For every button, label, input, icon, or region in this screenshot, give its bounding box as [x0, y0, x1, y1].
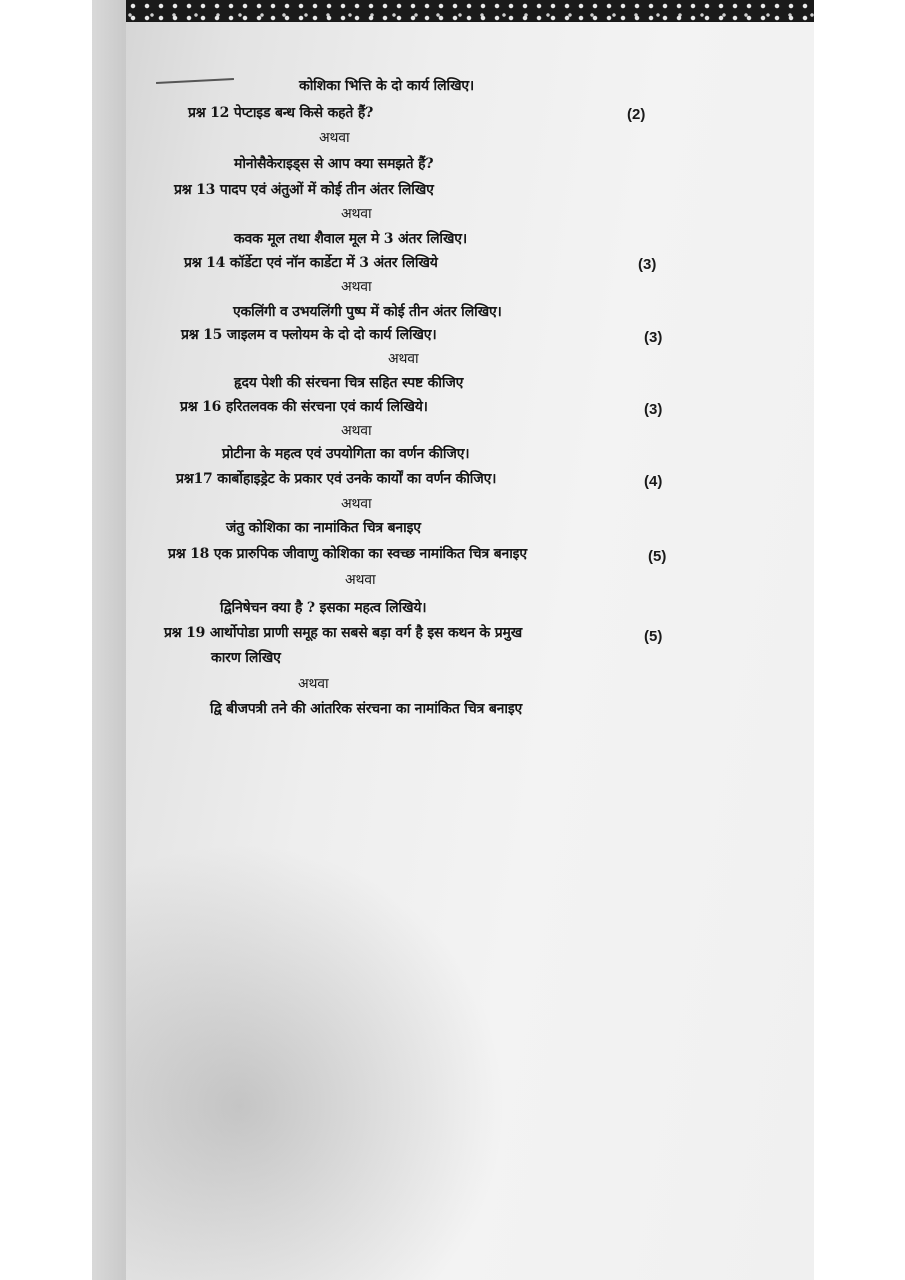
or-separator: अथवा [298, 676, 329, 692]
marks-label: (3) [644, 401, 663, 418]
question-16: प्रश्न 16 हरितलवक की संरचना एवं कार्य लिखिये। [180, 399, 428, 415]
text-line: कोशिका भित्ति के दो कार्य लिखिए। [299, 78, 474, 94]
page-spine [92, 0, 126, 1280]
pen-mark [156, 78, 234, 84]
photo-background [92, 0, 814, 1280]
or-separator: अथवा [388, 351, 419, 367]
or-separator: अथवा [341, 423, 372, 439]
text-line: जंतु कोशिका का नामांकित चित्र बनाइए [226, 520, 421, 536]
text-line: मोनोसैकेराइड्स से आप क्या समझते हैं? [234, 156, 434, 172]
marks-label: (4) [644, 473, 663, 490]
or-separator: अथवा [341, 206, 372, 222]
text-line: कारण लिखिए [211, 650, 281, 666]
or-separator: अथवा [345, 572, 376, 588]
question-15: प्रश्न 15 जाइलम व फ्लोयम के दो दो कार्य लिखिए। [181, 327, 437, 343]
exam-sheet [126, 22, 814, 1280]
marks-label: (2) [627, 106, 646, 123]
text-line: प्रोटीना के महत्व एवं उपयोगिता का वर्णन कीजिए। [222, 446, 470, 462]
or-separator: अथवा [341, 496, 372, 512]
text-line: हृदय पेशी की संरचना चित्र सहित स्पष्ट कीजिए [234, 375, 464, 391]
text-line: कवक मूल तथा शैवाल मूल मे 3 अंतर लिखिए। [234, 231, 467, 247]
or-separator: अथवा [341, 279, 372, 295]
question-12: प्रश्न 12 पेप्टाइड बन्ध किसे कहते हैं? [188, 105, 374, 121]
text-line: द्वि बीजपत्री तने की आंतरिक संरचना का नामांकित चित्र बनाइए [210, 701, 523, 717]
marks-label: (3) [644, 329, 663, 346]
marks-label: (5) [648, 548, 667, 565]
text-line: द्विनिषेचन क्या है ? इसका महत्व लिखिये। [220, 600, 427, 616]
text-line: एकलिंगी व उभयलिंगी पुष्प में कोई तीन अंतर लिखिए। [233, 304, 502, 320]
or-separator: अथवा [319, 130, 350, 146]
marks-label: (5) [644, 628, 663, 645]
question-18: प्रश्न 18 एक प्रारुपिक जीवाणु कोशिका का स्वच्छ नामांकित चित्र बनाइए [168, 546, 527, 562]
question-14: प्रश्न 14 कॉर्डेटा एवं नॉन कार्डेटा में 3 अंतर लिखिये [184, 255, 438, 271]
question-19: प्रश्न 19 आर्थोपोडा प्राणी समूह का सबसे बड़ा वर्ग है इस कथन के प्रमुख [164, 625, 522, 641]
marks-label: (3) [638, 256, 657, 273]
question-17: प्रश्न17 कार्बोहाइड्रेट के प्रकार एवं उनके कार्यों का वर्णन कीजिए। [176, 471, 497, 487]
question-13: प्रश्न 13 पादप एवं अंतुओं में कोई तीन अंतर लिखिए [174, 182, 434, 198]
shadow [126, 842, 506, 1280]
